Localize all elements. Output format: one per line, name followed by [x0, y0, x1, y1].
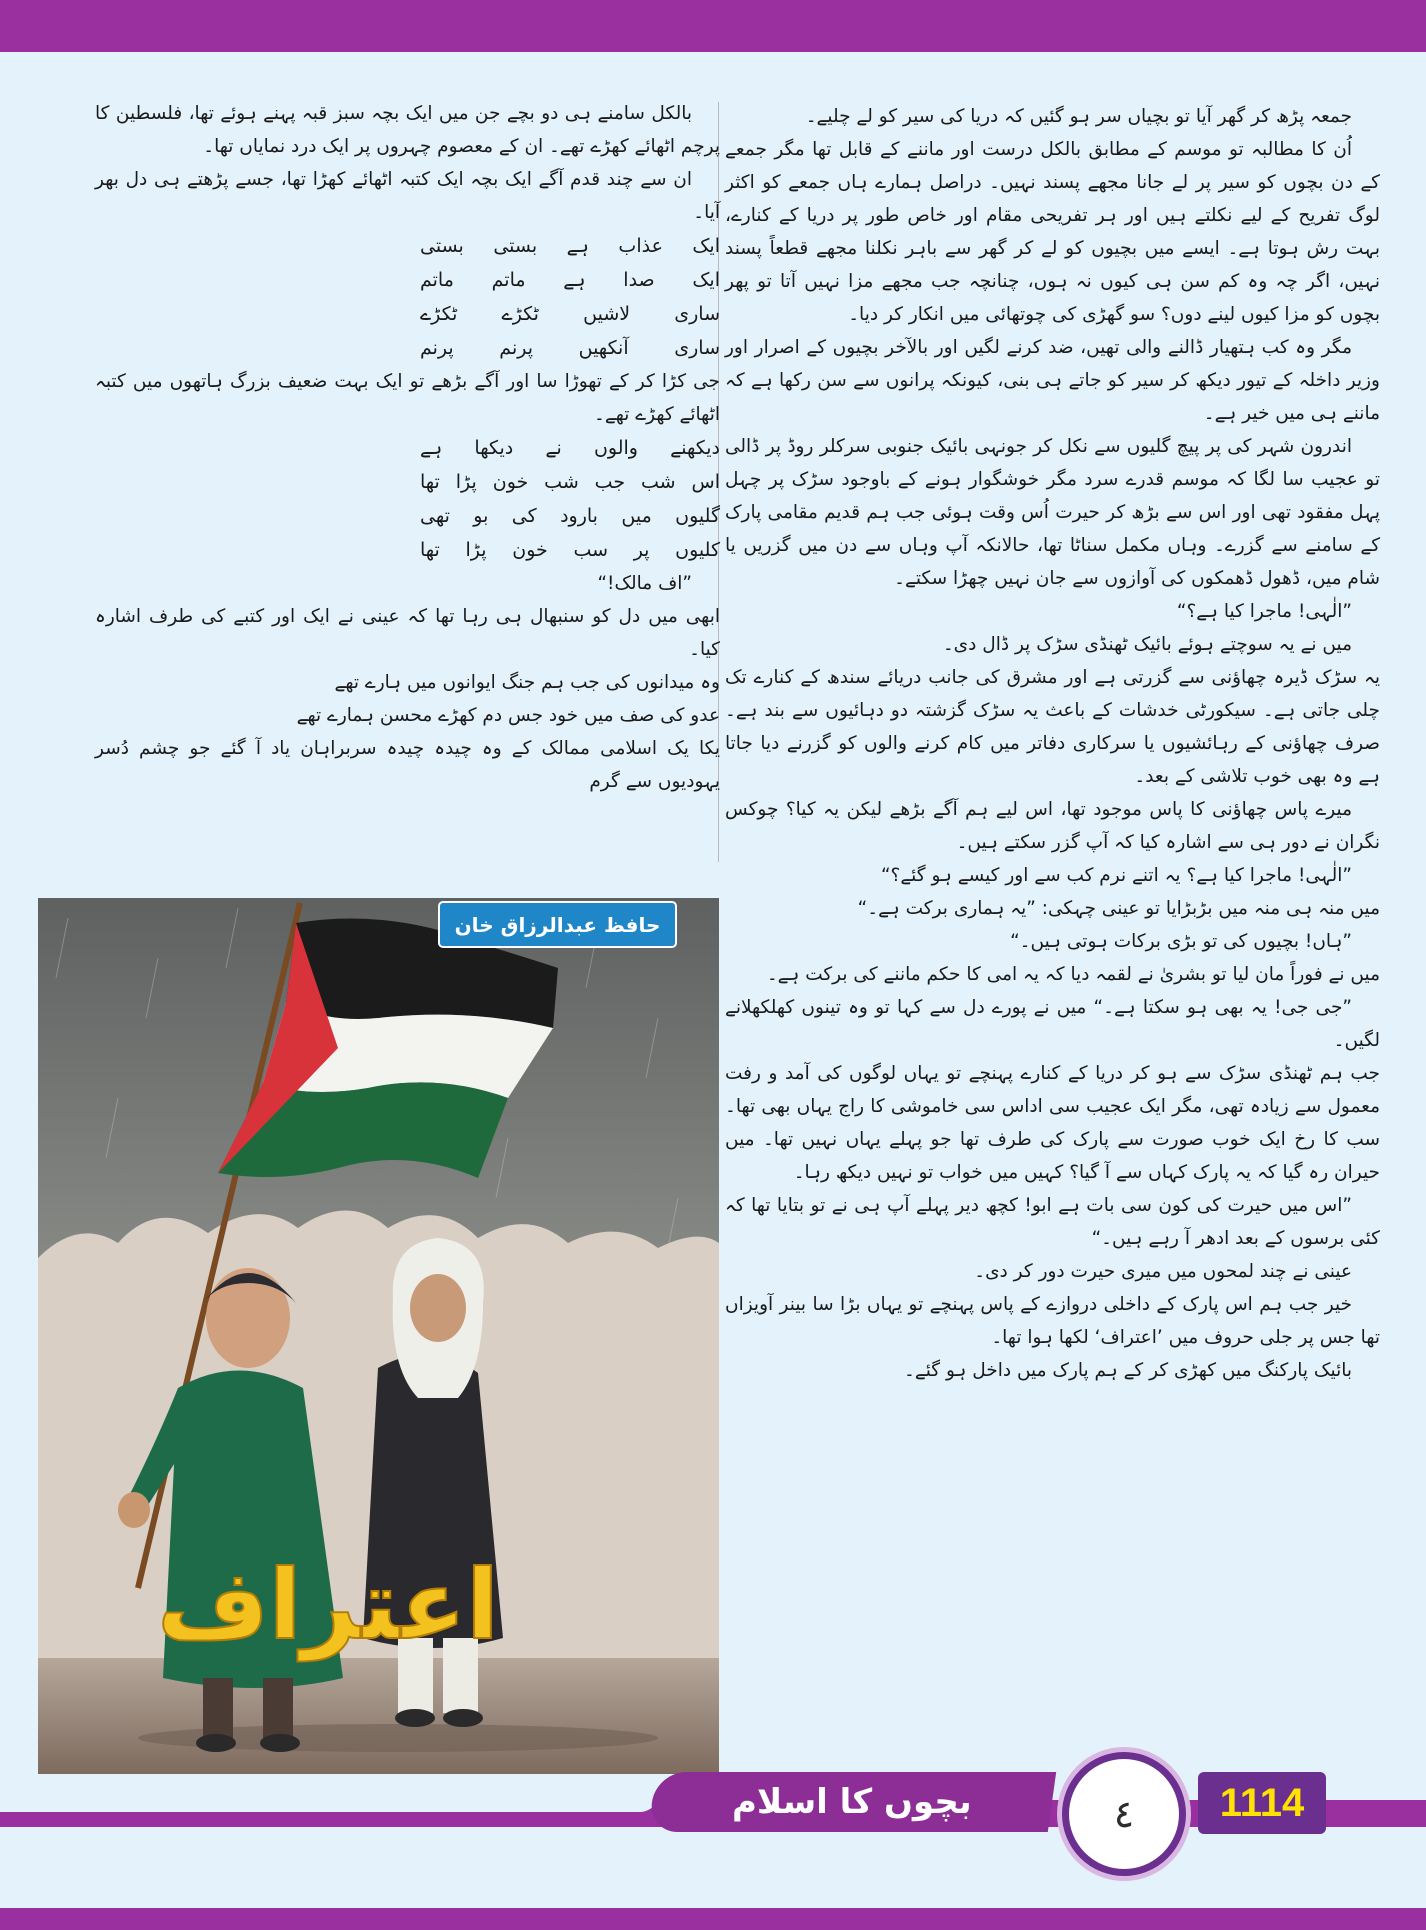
paragraph: میں نے فوراً مان لیا تو بشریٰ نے لقمہ دیا کہ یہ امی کا حکم ماننے کی برکت ہے۔ — [766, 964, 1380, 985]
paragraph: جب ہم ٹھنڈی سڑک سے ہو کر دریا کے کنارے پہنچے تو یہاں لوگوں کی آمد و رفت معمول سے زیادہ تھی، مگر ایک عجیب سی اداس سی خاموشی کا راج یہاں بھی تھا۔ سب کا رخ ایک خوب صورت سے پارک کی طرف تھا جو پہلے یہاں نہیں تھا۔ میں حیران رہ گیا کہ یہ پارک کہاں سے آ گیا؟ کہیں میں خواب تو نہیں دیکھ رہا۔ — [725, 1063, 1380, 1183]
paragraph: ”ہاں! بچیوں کی تو بڑی برکات ہوتی ہیں۔“ — [1010, 931, 1352, 952]
story-illustration — [38, 898, 719, 1774]
poem-line: گلیوں میں بارود کی بو تھی — [420, 505, 720, 527]
exclamation: ”اف مالک!“ — [597, 573, 692, 594]
paragraph: خیر جب ہم اس پارک کے داخلی دروازے کے پاس پہنچے تو یہاں بڑا سا بینر آویزاں تھا جس پر جلی حروف میں ’اعتراف‘ لکھا ہوا تھا۔ — [725, 1294, 1380, 1348]
bottom-strip — [0, 1908, 1426, 1930]
paragraph: میں نے یہ سوچتے ہوئے بائیک ٹھنڈی سڑک پر ڈال دی۔ — [942, 634, 1352, 655]
story-title: اعتراف — [157, 1549, 499, 1661]
page-number-badge — [1198, 1772, 1326, 1834]
issue-mark-circle — [1062, 1752, 1186, 1876]
paragraph: اُن کا مطالبہ تو موسم کے مطابق بالکل درست اور ماننے کے قابل تھا مگر جمعے کے دن بچوں کو سیر پر لے جانا مجھے پسند نہیں۔ دراصل ہمارے ہاں جمعے کو اکثر لوگ تفریح کے لیے نکلتے ہیں اور ہر تفریحی مقام اور خاص طور پر دریا کے کنارے، بہت رش ہوتا ہے۔ ایسے میں بچیوں کو لے کر گھر سے باہر نکلنا مجھے قطعاً پسند نہیں، اگر چہ وہ کم سن ہی کیوں نہ ہوں، چنانچہ جب مجھے مزا نہیں آتا تو پھر بچوں کو مزا کیوں لینے دوں؟ سو گھڑی کی چوتھائی میں انکار کر دیا۔ — [725, 139, 1380, 325]
paragraph: ”جی جی! یہ بھی ہو سکتا ہے۔“ میں نے پورے دل سے کہا تو وہ تینوں کھلکھلانے لگیں۔ — [725, 997, 1380, 1051]
paragraph: جی کڑا کر کے تھوڑا سا اور آگے بڑھے تو ایک بہت ضعیف بزرگ ہاتھوں میں کتبہ اٹھائے کھڑے تھے۔ — [95, 371, 720, 425]
couplet-line: وہ میدانوں کی جب ہم جنگ ایوانوں میں ہارے تھے — [334, 672, 720, 693]
paragraph: یہ سڑک ڈیرہ چھاؤنی سے گزرتی ہے اور مشرق کی جانب دریائے سندھ کے کنارے تک چلی جاتی ہے۔ سیکورٹی خدشات کے باعث یہ سڑک گزشتہ دو دہائیوں سے بند ہے۔ صرف چھاؤنی کے رہائشیوں یا سرکاری دفاتر میں کام کرنے والوں کو گزرنے دیا جاتا ہے وہ بھی خوب تلاشی کے بعد۔ — [725, 667, 1380, 787]
paragraph: ”اس میں حیرت کی کون سی بات ہے ابو! کچھ دیر پہلے آپ ہی نے تو بتایا تھا کہ کئی برسوں کے بعد ادھر آ رہے ہیں۔“ — [725, 1195, 1380, 1249]
paragraph: ”الٰہی! ماجرا کیا ہے؟ یہ اتنے نرم کب سے اور کیسے ہو گئے؟“ — [880, 865, 1352, 886]
paragraph: میں منہ ہی منہ میں بڑبڑایا تو عینی چہکی: ”یہ ہماری برکت ہے۔“ — [857, 898, 1380, 919]
paragraph: یکا یک اسلامی ممالک کے وہ چیدہ چیدہ سربراہان یاد آ گئے جو چشم دُسر یہودیوں سے گرم — [95, 738, 720, 792]
paragraph: ابھی میں دل کو سنبھال ہی رہا تھا کہ عینی نے ایک اور کتبے کی طرف اشارہ کیا۔ — [95, 606, 720, 660]
issue-mark: ٤ — [1113, 1792, 1135, 1836]
poem-block — [95, 431, 720, 567]
poem-line: اس شب جب شب خون پڑا تھا — [420, 471, 720, 493]
paragraph: اندرون شہر کی پر پیچ گلیوں سے نکل کر جونہی بائیک جنوبی سرکلر روڈ پر ڈالی تو عجیب سا لگا کہ موسم قدرے سرد مگر خوشگوار ہونے کے باوجود سڑک پر چہل پہل مفقود تھی اور اس سے بڑھ کر حیرت اُس وقت ہوئی جب ہم قدیم مقامی پارک کے سامنے سے گزرے۔ وہاں مکمل سناٹا تھا، حالانکہ آپ وہاں سے دن میں گزریں یا شام میں، ڈھول ڈھمکوں کی آوازوں سے جان نہیں چھڑا سکتے۔ — [725, 436, 1380, 589]
poem-line: ایک عذاب ہے بستی بستی — [420, 235, 720, 257]
illustration-art — [38, 898, 719, 1774]
paragraph: مگر وہ کب ہتھیار ڈالنے والی تھیں، ضد کرنے لگیں اور بالآخر بچیوں کے اصرار اور وزیر داخلہ کے تیور دیکھ کر سیر کو جاتے ہی بنی، کیونکہ پرانوں سے سن رکھا ہے کہ ماننے ہی میں خیر ہے۔ — [725, 337, 1380, 424]
poem-line: دیکھنے والوں نے دیکھا ہے — [420, 437, 720, 459]
poem-block — [95, 229, 720, 365]
paragraph: میرے پاس چھاؤنی کا پاس موجود تھا، اس لیے ہم آگے بڑھے لیکن یہ کیا؟ چوکس نگران نے دور ہی سے اشارہ کیا کہ آپ گزر سکتے ہیں۔ — [725, 799, 1380, 853]
paragraph: ”الٰہی! ماجرا کیا ہے؟“ — [1176, 601, 1352, 622]
paragraph: ان سے چند قدم آگے ایک بچہ ایک کتبہ اٹھائے کھڑا تھا، جسے پڑھتے ہی دل بھر آیا۔ — [95, 169, 720, 223]
poem-line: ساری آنکھیں پرنم پرنم — [420, 337, 720, 359]
magazine-name-badge — [648, 1772, 1056, 1832]
page-number: 1114 — [1219, 1780, 1305, 1825]
author-name-badge: حافظ عبدالرزاق خان — [440, 903, 675, 946]
top-header-bar — [0, 0, 1426, 52]
poem-line: کلیوں پر سب خون پڑا تھا — [420, 539, 720, 561]
magazine-name: بچوں کا اسلام — [732, 1782, 972, 1822]
poem-line: ساری لاشیں ٹکڑے ٹکڑے — [420, 303, 720, 325]
paragraph: عینی نے چند لمحوں میں میری حیرت دور کر دی۔ — [974, 1261, 1352, 1282]
poem-line: ایک صدا ہے ماتم ماتم — [420, 269, 720, 291]
paragraph: بالکل سامنے ہی دو بچے جن میں ایک بچہ سبز قبہ پہنے ہوئے تھا، فلسطین کا پرچم اٹھائے کھڑے تھے۔ ان کے معصوم چہروں پر ایک درد نمایاں تھا۔ — [95, 103, 720, 157]
article-right-column — [725, 100, 1380, 1387]
article-left-column — [95, 97, 720, 798]
paragraph: بائیک پارکنگ میں کھڑی کر کے ہم پارک میں داخل ہو گئے۔ — [904, 1360, 1352, 1381]
paragraph: جمعہ پڑھ کر گھر آیا تو بچیاں سر ہو گئیں کہ دریا کی سیر کو لے چلیے۔ — [805, 106, 1352, 127]
couplet-line: عدو کی صف میں خود جس دم کھڑے محسن ہمارے تھے — [296, 705, 720, 726]
